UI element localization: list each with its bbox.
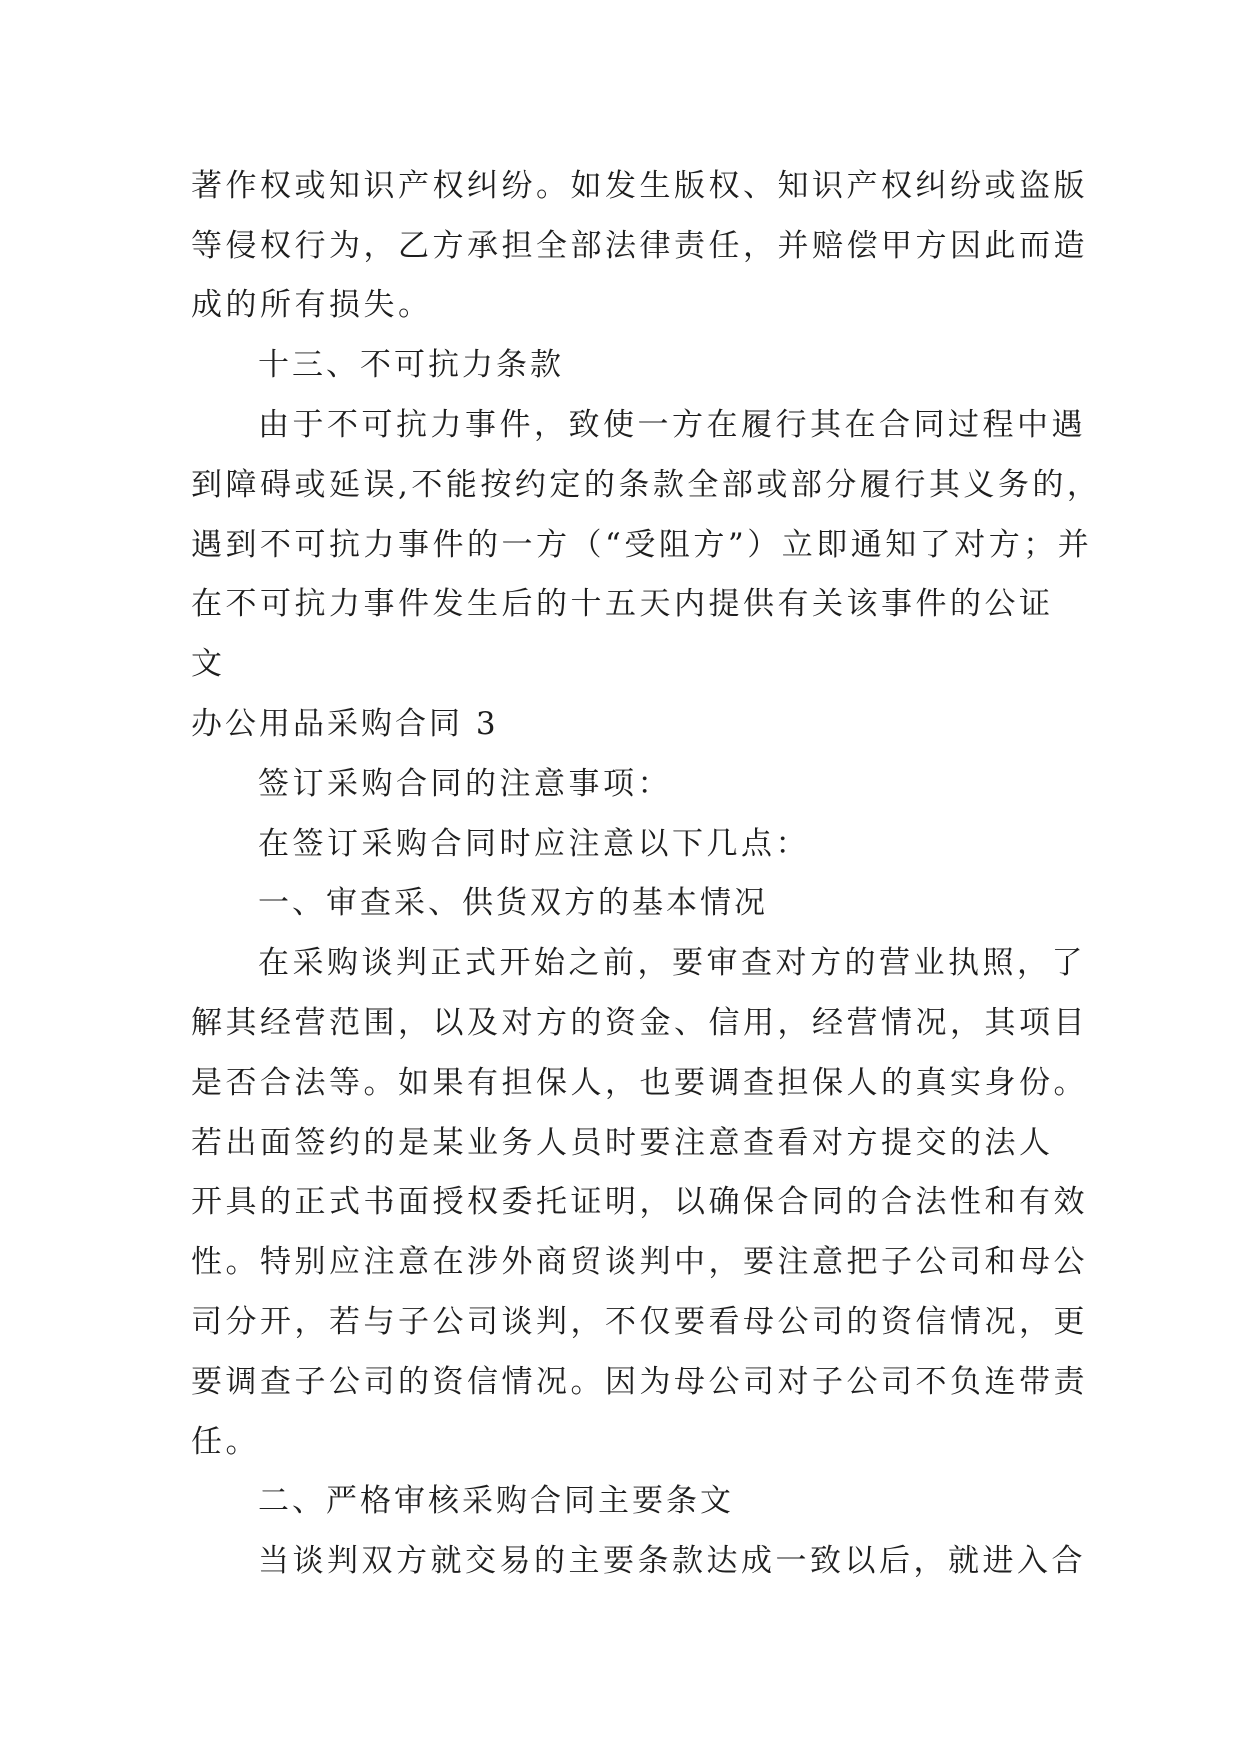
text-line: 当谈判双方就交易的主要条款达成一致以后，就进入合	[258, 1543, 1086, 1579]
text-line: 由于不可抗力事件，致使一方在履行其在合同过程中遇	[258, 407, 1086, 443]
text-line: 成的所有损失。	[191, 287, 433, 323]
text-line: 在签订采购合同时应注意以下几点：	[258, 826, 810, 862]
text-line: 遇到不可抗力事件的一方（“受阻方”）立即通知了对方；并	[191, 527, 1093, 563]
document-title: 办公用品采购合同 3	[191, 706, 499, 742]
section-heading: 十三、不可抗力条款	[258, 347, 564, 383]
text-line: 文	[191, 646, 226, 682]
text-line: 若出面签约的是某业务人员时要注意查看对方提交的法人	[191, 1125, 1054, 1161]
text-line: 在不可抗力事件发生后的十五天内提供有关该事件的公证	[191, 586, 1054, 622]
text-line: 著作权或知识产权纠纷。如发生版权、知识产权纠纷或盗版	[191, 168, 1088, 204]
text-line: 到障碍或延误,不能按约定的条款全部或部分履行其义务的，	[191, 467, 1102, 503]
text-line: 签订采购合同的注意事项：	[258, 766, 672, 802]
text-line: 解其经营范围，以及对方的资金、信用，经营情况，其项目	[191, 1005, 1088, 1041]
text-line: 任。	[191, 1424, 260, 1460]
text-line: 开具的正式书面授权委托证明，以确保合同的合法性和有效	[191, 1184, 1088, 1220]
text-line: 是否合法等。如果有担保人，也要调查担保人的真实身份。	[191, 1065, 1088, 1101]
text-line: 司分开，若与子公司谈判，不仅要看母公司的资信情况，更	[191, 1304, 1088, 1340]
text-line: 性。特别应注意在涉外商贸谈判中，要注意把子公司和母公	[191, 1244, 1088, 1280]
text-line: 要调查子公司的资信情况。因为母公司对子公司不负连带责	[191, 1364, 1088, 1400]
text-line: 在采购谈判正式开始之前，要审查对方的营业执照，了	[258, 945, 1086, 981]
section-heading: 二、严格审核采购合同主要条文	[258, 1483, 734, 1519]
section-heading: 一、审查采、供货双方的基本情况	[258, 885, 768, 921]
text-line: 等侵权行为，乙方承担全部法律责任，并赔偿甲方因此而造	[191, 228, 1088, 264]
